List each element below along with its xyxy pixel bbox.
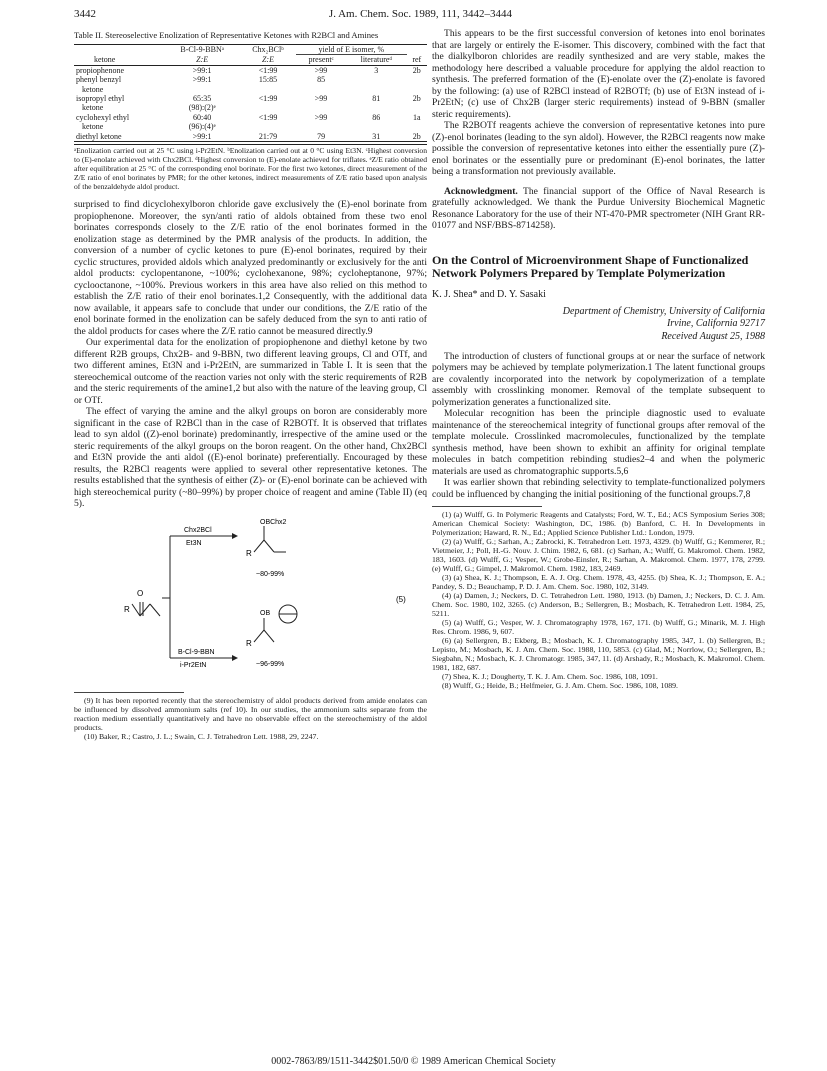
cell-ketone: cyclohexyl ethyl — [76, 112, 130, 122]
cell-chx — [240, 122, 296, 131]
cell-present — [296, 122, 346, 131]
cell-chx: 15:85 — [258, 75, 278, 85]
col-reagent1: B-Cl-9-BBNᵃ — [180, 45, 224, 55]
footnote-3: (3) (a) Shea, K. J.; Thompson, E. A. J. Org. Chem. 1978, 43, 4255. (b) Shea, K. J.; Thompson, E. A.; Pandey, S. D.; Beauchamp, P. D. J. Am. Chem. Soc. 1980, 102, 3149. — [432, 573, 765, 591]
footnote-8: (8) Wulff, G.; Heide, B.; Helfmeier, G. J. Am. Chem. Soc. 1986, 108, 1089. — [442, 681, 678, 690]
arrowhead — [232, 655, 238, 661]
cell-bbn: (96):(4)ᵉ — [188, 122, 216, 132]
equation-number: (5) — [396, 594, 406, 604]
right-column — [432, 28, 765, 690]
bond — [264, 540, 274, 552]
table-row — [74, 103, 427, 112]
cell-chx — [240, 103, 296, 112]
left-paragraph-3: The effect of varying the amine and the alkyl groups on boron are considerably more significant in the case of R2BCl than in the case of R2BOTf. It is observed that triflates lead to syn aldol ((Z)-enol borinate) predominantly, irrespective of the amine used or the steric requirements of the alkyl groups on the boron reagent. On the other hand, Chx2BCl and Et3N provide the anti aldol ((E)-enol borinate) preferentially. Encouraged by these results, the R2BCl reagents were applied to several other representative ketones. The results established that the synthesis of either (Z)- or (E)-enol borinate can be achieved with high stereochemical purity (~80–99%) by proper choice of reagent and amine (Table II) (eq 5). — [74, 406, 427, 510]
bond — [264, 630, 274, 642]
cell-lit — [346, 103, 407, 112]
cell-bbn: >99:1 — [192, 75, 212, 85]
oxygen-label: O — [137, 588, 144, 598]
cell-bbn: 60:40 — [193, 112, 212, 122]
upper-yield: ~80-99% — [256, 570, 285, 578]
right-paragraph-2: The R2BOTf reagents achieve the conversion of representative ketones into pure (Z)-enol borinates (leading to the syn aldol). However, the R2BCl reagents now make possible the conversion of representative ketones into either the essentially pure (Z)-enol borinates or the essentially pure or predominant (E)-enol borinates, the latter being a transformation not previously available. — [432, 120, 765, 177]
r-label: R — [124, 604, 130, 614]
col-yield: yield of E isomer, % — [296, 45, 406, 55]
cell-ketone: ketone — [76, 122, 104, 132]
reaction-scheme-eq5 — [74, 516, 427, 682]
left-column — [74, 30, 427, 741]
upper-r: R — [246, 548, 252, 558]
left-paragraph-2: Our experimental data for the enolization of propiophenone and diethyl ketone by two different R2B groups, Chx2B- and 9-BBN, two different leaving groups, Cl and OTf, and two different amines, Et3N and i-Pr2EtN, are summarized in Table I. It is seen that the stereochemical outcome of the reaction varies not only with the steric requirements of R2B and the steric requirements of the amine1,2 but also with the nature of the leaving group, Cl or OTf. — [74, 337, 427, 406]
cell-bbn: 65:35 — [193, 94, 212, 104]
cell-ketone: phenyl benzyl — [76, 75, 122, 85]
footnote-1: (1) (a) Wulff, G. In Polymeric Reagents and Catalysts; Ford, W. T., Ed.; ACS Symposium Series 308; American Chemical Society: Washington, DC, 1986. (b) Banford, C. H. In Developments in Polymerization; Haward, R. N., Ed.; Applied Science Publisher Ltd.: London, 1979. — [432, 510, 765, 537]
footnote-9: (9) It has been reported recently that the stereochemistry of aldol products derived from amide enolates can be influenced by dissolved ammonium salts (ref 10). In our studies, the ammonium salts separate from the reaction medium essentially quantitatively and have no observable effect on the stereochemistry of the aldol products. — [74, 695, 427, 732]
table-footnote: ᵃEnolization carried out at 25 °C using i-Pr2EtN. ᵇEnolization carried out at 0 °C using Et3N. ᶜHighest conversion to (E)-enolate achieved with Chx2BCl. ᵈHighest conversion to (E)-enolate achieved for triflates. ᵉZ/E ratio obtained after equilibration at 25 °C of the corresponding enol borinate. For the first two ketones, direct measurement of the Z/E ratio of enol borinates by PMR; for the other ketones, indirect measurements of Z/E ratio based upon analysis of the benzaldehyde aldol product. — [74, 146, 427, 192]
cell-present: 85 — [317, 75, 326, 85]
table-row — [74, 75, 427, 84]
cell-ref: 1a — [412, 112, 421, 122]
col-ze2: Z:E — [261, 55, 274, 65]
cell-bbn — [165, 85, 240, 94]
cell-ketone: isopropyl ethyl — [76, 94, 125, 104]
footnote-5: (5) (a) Wulff, G.; Vesper, W. J. Chromatography 1978, 167, 171. (b) Wulff, G.; Minarik, M. J. High Res. Chrom. 1986, 9, 607. — [432, 618, 765, 636]
cell-lit — [346, 75, 407, 84]
cell-ref — [407, 122, 427, 131]
bond — [150, 604, 160, 616]
footnote-4: (4) (a) Damen, J.; Neckers, D. C. Tetrahedron Lett. 1980, 1913. (b) Damen, J.; Neckers, D. C. J. Am. Chem. Soc. 1980, 102, 3265. (c) Anderson, B.; Sellergren, B.; Mosbach, K. Tetrahedron Lett. 1984, 25, 5211. — [432, 591, 765, 618]
article-paragraph-3: It was earlier shown that rebinding selectivity to template-functionalized polymers could be influenced by changing the initial positioning of the functional groups.7,8 — [432, 477, 765, 500]
right-paragraph-1: This appears to be the first successful conversion of ketones into enol borinates that are largely or entirely the E-isomer. This discovery, combined with the fact that the dialkylboron chlorides are readily synthesized and are very stable, makes the methodology here described a valuable procedure for applying the aldol reaction to synthesis. The preferred formation of the (E)-enolate over the (Z)-enolate is favored by the following: (a) use of R2BCl instead of R2BOTf; (b) use of Et3N instead of i-Pr2EtN; (c) use of Chx2B (larger steric requirements) instead of 9-BBN (smaller steric requirements). — [432, 28, 765, 120]
table-row — [74, 113, 427, 122]
cell-present: >99 — [314, 65, 328, 75]
lower-reagent: B-Cl-9-BBN — [178, 648, 215, 656]
bond — [132, 604, 140, 616]
cell-lit: 3 — [374, 65, 379, 75]
acknowledgment — [432, 186, 765, 232]
cell-ketone: ketone — [76, 103, 104, 113]
cell-present: 79 — [317, 131, 326, 141]
lower-substituent: OB — [260, 609, 271, 617]
article-title: On the Control of Microenvironment Shape of Functionalized Network Polymers Prepared by Template Polymerization — [432, 252, 749, 280]
running-header — [74, 8, 767, 22]
cell-ref: 2b — [412, 65, 421, 75]
table-row — [74, 94, 427, 103]
cell-bbn: >99:1 — [192, 65, 212, 75]
upper-base: Et3N — [186, 539, 202, 547]
col-ref: ref — [412, 55, 422, 65]
cell-chx: <1:99 — [258, 65, 278, 75]
bond — [254, 630, 264, 642]
cell-ref — [407, 103, 427, 112]
affiliation-city: Irvine, California 92717 — [666, 318, 765, 329]
arrowhead — [232, 533, 238, 539]
affiliation-department: Department of Chemistry, University of California — [562, 306, 765, 317]
left-paragraph-1: surprised to find dicyclohexylboron chloride gave exclusively the (E)-enol borinate from propiophenone. Moreover, the syn/anti ratio of aldols obtained from these two enol borinates corresponds closely to the Z/E ratio of the enol borinates formed in the enolization stage as determined by the PMR analysis of the products. In addition, the conversion of a number of cyclic ketones to pure (E)-enol borinates, required by their cyclic structures, provided aldols which analyzed predominantly or exclusively for the anti aldol products: cyclopentanone, ~100%; cyclohexanone, 98%; cycloheptanone, 97%; cyclooctanone, ~100%. Previous workers in this area have also relied on this method to establish the Z/E ratio of their enol borinates.1,2 Consequently, with the additional data now available, it appears safe to conclude that under our conditions, the Z/E ratio of the enol borinate formed in the enolization can be safely deduced from the syn to anti ratio of the aldol products for cases where the Z/E ratio cannot be measured directly.9 — [74, 199, 427, 337]
table-row — [74, 65, 427, 75]
table-row — [74, 85, 427, 94]
footnote-7: (7) Shea, K. J.; Dougherty, T. K. J. Am. Chem. Soc. 1986, 108, 1091. — [442, 672, 658, 681]
bond — [254, 540, 264, 552]
article-paragraph-2: Molecular recognition has been the principle diagnostic used to evaluate maintenance of the stereochemical integrity of functional groups after removal of the template molecule. Crosslinked macromolecules, functionalized by the template synthesis method, have been shown to exhibit an affinity for original template molecules in batch competition rebinding studies2–4 and when the polymeric materials are used as chromatographic supports.5,6 — [432, 408, 765, 477]
table-caption: Table II. Stereoselective Enolization of Representative Ketones with R2BCl and Amines — [74, 30, 379, 40]
lower-yield: ~96-99% — [256, 660, 285, 668]
article-authors: K. J. Shea* and D. Y. Sasaki — [432, 288, 546, 300]
upper-reagent: Chx2BCl — [184, 526, 212, 534]
footnote-rule-right — [432, 506, 542, 507]
cell-ref — [407, 85, 427, 94]
cell-ketone: propiophenone — [76, 65, 124, 75]
cell-present — [296, 103, 346, 112]
cell-lit: 81 — [372, 94, 381, 104]
acknowledgment-text: The financial support of the Office of Naval Research is gratefully acknowledged. We thank the Purdue University Biochemical Magnetic Resonance Laboratory for the use of their NT-470-PMR spectrometer (NIH Grant RR-01077 and NSF/BBS-8714258). — [432, 185, 765, 231]
col-literature: literatureᵈ — [360, 55, 392, 65]
cell-ref — [407, 75, 427, 84]
cell-lit: 31 — [372, 131, 381, 141]
cell-present: >99 — [314, 112, 328, 122]
footnote-rule — [74, 692, 184, 693]
col-present: presentᶜ — [308, 55, 334, 65]
cell-chx — [240, 85, 296, 94]
scheme-drawing — [74, 516, 427, 682]
col-ketone: ketone — [94, 55, 116, 65]
footnote-6: (6) (a) Sellergren, B.; Ekberg, B.; Mosbach, K. J. Chromatography 1985, 347, 1. (b) Sellergren, B.; Lepisto, M.; Mosbach, K. J. Am. Chem. Soc. 1988, 110, 5853. (c) Glad, M.; Norrlow, O.; Sellergren, B.; Siegbahn, N.; Mosbach, K. J. Chromatogr. 1985, 347, 11. (d) Arshady, R.; Mosbach, K. Makromol. Chem. 1981, 182, 687. — [432, 636, 765, 672]
cell-lit — [346, 122, 407, 131]
cell-chx: <1:99 — [258, 112, 278, 122]
cell-bbn: (98):(2)ᵉ — [188, 103, 216, 113]
cell-ref: 2b — [412, 94, 421, 104]
cell-lit: 86 — [372, 112, 381, 122]
cell-present: >99 — [314, 94, 328, 104]
upper-substituent: OBChx2 — [260, 518, 287, 526]
cell-ketone: diethyl ketone — [76, 131, 122, 141]
col-reagent2: Chx₂BClᵇ — [252, 45, 284, 55]
col-ze1: Z:E — [196, 55, 209, 65]
article-paragraph-1: The introduction of clusters of functional groups at or near the surface of network polymers may be achieved by template polymerization.1 The latent functional groups are covalently incorporated into the network by copolymerization of a template assembly with crosslinking monomer. Removal of the template subsequent to polymerization generates a functionalized site. — [432, 350, 765, 408]
page-footer: 0002-7863/89/1511-3442$01.50/0 © 1989 American Chemical Society — [271, 1056, 556, 1067]
received-date: Received August 25, 1988 — [661, 331, 765, 342]
page-number: 3442 — [74, 8, 96, 20]
table-ii — [74, 44, 427, 142]
footnote-2: (2) (a) Wulff, G.; Sarhan, A.; Zabrocki, K. Tetrahedron Lett. 1973, 4329. (b) Wulff, G.; Kemmerer, R.; Vietmeier, J.; Poll, H.-G. Nouv. J. Chim. 1982, 6, 681. (c) Sarhan, A.; Wulff, G. Makromol. Chem. 1982, 183, 1603. (d) Wulff, G.; Vesper, W.; Grobe-Einsler, R.; Sarhan, A. Makromol. Chem. 1977, 178, 2799. (e) Wulff, G.; Gimpel, J. Makromol. Chem. 1982, 183, 2469. — [432, 537, 765, 573]
cell-chx: <1:99 — [258, 94, 278, 104]
table-row — [74, 122, 427, 131]
lower-base: i-Pr2EtN — [180, 661, 207, 669]
footnote-10: (10) Baker, R.; Castro, J. L.; Swain, C. J. Tetrahedron Lett. 1988, 29, 2247. — [84, 731, 319, 741]
bond — [140, 604, 150, 616]
lower-r: R — [246, 638, 252, 648]
acknowledgment-label: Acknowledgment. — [444, 185, 518, 197]
cell-ref: 2b — [412, 131, 421, 141]
table-row — [74, 132, 427, 142]
cell-present — [296, 85, 346, 94]
cell-bbn: >99:1 — [192, 131, 212, 141]
journal-citation: J. Am. Chem. Soc. 1989, 111, 3442–3444 — [328, 8, 513, 20]
cell-lit — [346, 85, 407, 94]
cell-ketone: ketone — [76, 84, 104, 94]
cell-chx: 21:79 — [258, 131, 278, 141]
